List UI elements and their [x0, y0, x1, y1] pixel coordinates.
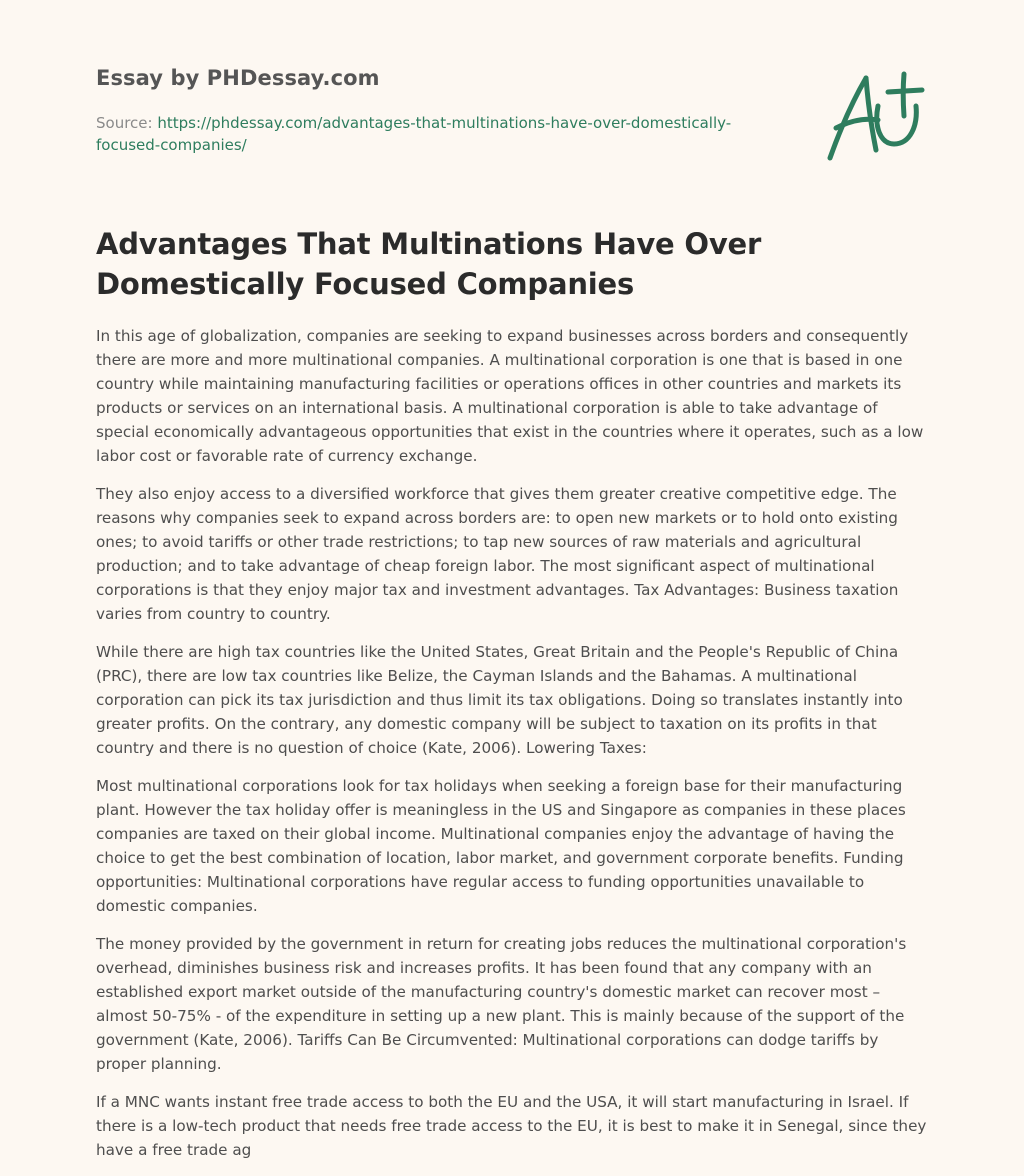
- essay-paragraph: If a MNC wants instant free trade access to both the EU and the USA, it will start manufacturing in Israel. If there is a low-tech product that needs free trade access to the EU, it is best to make it in Senegal, since they have a free trade ag: [96, 1093, 927, 1159]
- essay-paragraph: While there are high tax countries like the United States, Great Britain and the People's Republic of China (PRC), there are low tax countries like Belize, the Cayman Islands and the Bahamas. A multinational corporation can pick its tax jurisdiction and thus limit its tax obligations. Doing so translates instantly into greater profits. On the contrary, any domestic company will be subject to taxation on its profits in that country and there is no question of choice (Kate, 2006). Lowering Taxes:: [96, 643, 903, 757]
- essay-title: Advantages That Multinations Have Over Domestically Focused Companies: [96, 227, 762, 301]
- essay-paragraph: They also enjoy access to a diversified workforce that gives them greater creative competitive edge. The reasons why companies seek to expand across borders are: to open new markets or to hold onto existing ones; to avoid tariffs or other trade restrictions; to tap new sources of raw materials and agricultural production; and to take advantage of cheap foreign labor. The most significant aspect of multinational corporations is that they enjoy major tax and investment advantages. Tax Advantages: Business taxation varies from country to country.: [96, 485, 899, 623]
- essay-paragraph: The money provided by the government in return for creating jobs reduces the multinational corporation's overhead, diminishes business risk and increases profits. It has been found that any company with an established export market outside of the manufacturing country's domestic market can recover most – almost 50-75% - of the expenditure in setting up a new plant. This is mainly because of the support of the government (Kate, 2006). Tariffs Can Be Circumvented: Multinational corporations can dodge tariffs by proper planning.: [96, 935, 907, 1073]
- source-link[interactable]: https://phdessay.com/advantages-that-multinations-have-over-domestically-focused-companies/: [96, 114, 732, 154]
- site-title: Essay by PHDessay.com: [96, 66, 380, 90]
- essay-paragraph: Most multinational corporations look for tax holidays when seeking a foreign base for their manufacturing plant. However the tax holiday offer is meaningless in the US and Singapore as companies in these places companies are taxed on their global income. Multinational companies enjoy the advantage of having the choice to get the best combination of location, labor market, and government corporate benefits. Funding opportunities: Multinational corporations have regular access to funding opportunities unavailable to domestic companies.: [96, 777, 906, 915]
- a-plus-logo-icon: [818, 68, 930, 164]
- essay-body: [96, 324, 928, 1176]
- source-label: Source:: [96, 114, 153, 132]
- essay-paragraph: In this age of globalization, companies are seeking to expand businesses across borders and consequently there are more and more multinational companies. A multinational corporation is one that is based in one country while maintaining manufacturing facilities or operations offices in other countries and markets its products or services on an international basis. A multinational corporation is able to take advantage of special economically advantageous opportunities that exist in the countries where it operates, such as a low labor cost or favorable rate of currency exchange.: [96, 327, 924, 465]
- source-line: [96, 112, 776, 156]
